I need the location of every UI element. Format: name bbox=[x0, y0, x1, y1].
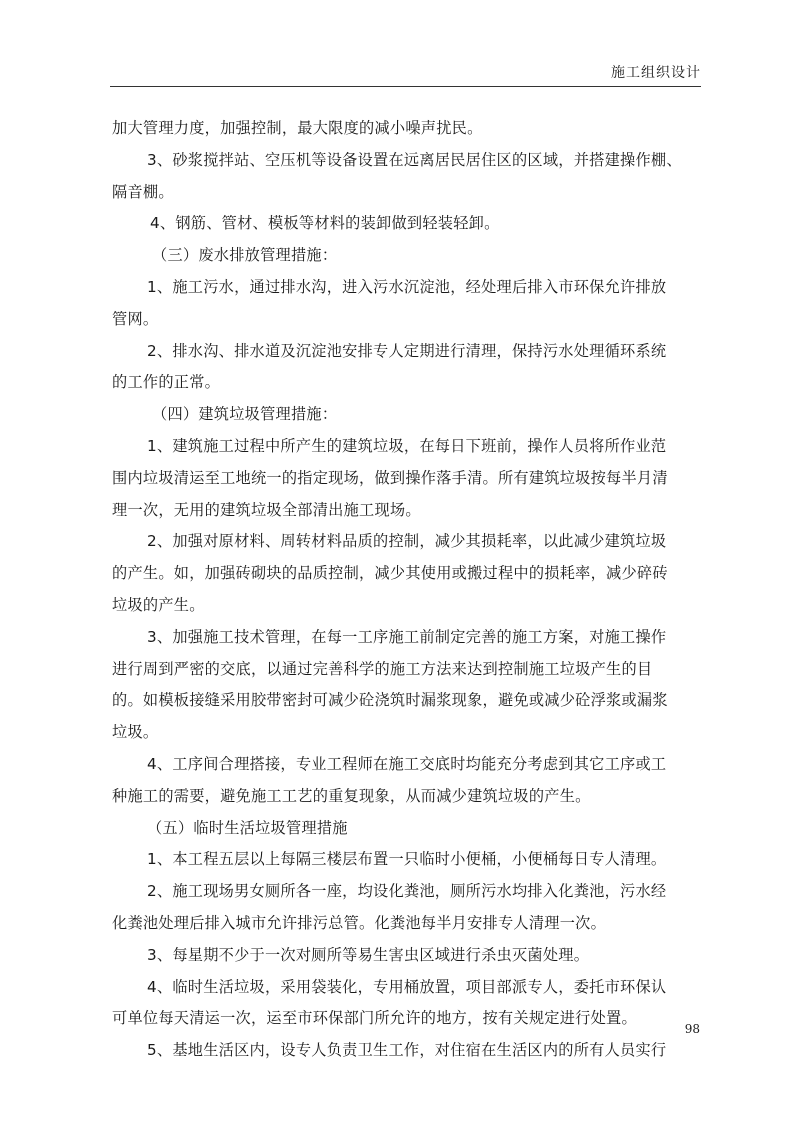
body-line: 3、砂浆搅拌站、空压机等设备设置在远离居民居住区的区域，并搭建操作棚、 bbox=[147, 150, 682, 169]
body-line: 2、施工现场男女厕所各一座，均设化粪池，厕所污水均排入化粪池，污水经 bbox=[147, 882, 667, 901]
body-line: 的。如模板接缝采用胶带密封可减少砼浇筑时漏浆现象，避免或减少砼浮浆或漏浆 bbox=[112, 691, 668, 710]
body-line: 隔音棚。 bbox=[112, 182, 174, 201]
body-line: 的产生。如，加强砖砌块的品质控制，减少其使用或搬过程中的损耗率，减少碎砖 bbox=[112, 564, 668, 583]
body-line: 4、临时生活垃圾，采用袋装化，专用桶放置，项目部派专人，委托市环保认 bbox=[147, 977, 667, 996]
body-line: 可单位每天清运一次，运至市环保部门所允许的地方，按有关规定进行处置。 bbox=[112, 1009, 637, 1028]
body-line: 垃圾的产生。 bbox=[112, 595, 205, 614]
body-line: 4、钢筋、管材、模板等材料的装卸做到轻装轻卸。 bbox=[150, 214, 500, 233]
page-header bbox=[110, 58, 701, 87]
document-body bbox=[112, 113, 712, 1067]
body-line: 种施工的需要，避免施工工艺的重复现象，从而减少建筑垃圾的产生。 bbox=[112, 786, 591, 805]
body-line: 1、施工污水，通过排水沟，进入污水沉淀池，经处理后排入市环保允许排放 bbox=[147, 277, 667, 296]
section-heading: （五）临时生活垃圾管理措施 bbox=[147, 818, 348, 837]
body-line: 5、基地生活区内，设专人负责卫生工作，对住宿在生活区内的所有人员实行 bbox=[147, 1041, 667, 1060]
body-line: 2、加强对原材料、周转材料品质的控制，减少其损耗率，以此减少建筑垃圾 bbox=[147, 532, 667, 551]
body-line: 的工作的正常。 bbox=[112, 373, 221, 392]
body-line: 3、每星期不少于一次对厕所等易生害虫区域进行杀虫灭菌处理。 bbox=[147, 945, 590, 964]
body-line: 进行周到严密的交底，以通过完善科学的施工方法来达到控制施工垃圾产生的目 bbox=[112, 659, 653, 678]
body-line: 1、建筑施工过程中所产生的建筑垃圾，在每日下班前，操作人员将所作业范 bbox=[147, 436, 667, 455]
body-line: 1、本工程五层以上每隔三楼层布置一只临时小便桶，小便桶每日专人清理。 bbox=[147, 850, 667, 869]
body-line: 理一次，无用的建筑垃圾全部清出施工现场。 bbox=[112, 500, 421, 519]
header-title: 施工组织设计 bbox=[611, 65, 701, 81]
body-line: 化粪池处理后排入城市允许排污总管。化粪池每半月安排专人清理一次。 bbox=[112, 913, 606, 932]
body-line: 垃圾。 bbox=[112, 723, 159, 742]
section-heading: （三）废水排放管理措施： bbox=[152, 246, 338, 265]
section-heading: （四）建筑垃圾管理措施： bbox=[152, 405, 338, 424]
body-line: 2、排水沟、排水道及沉淀池安排专人定期进行清理，保持污水处理循环系统 bbox=[147, 341, 667, 360]
body-line: 管网。 bbox=[112, 309, 159, 328]
body-line: 4、工序间合理搭接，专业工程师在施工交底时均能充分考虑到其它工序或工 bbox=[147, 754, 667, 773]
body-line: 围内垃圾清运至工地统一的指定现场，做到操作落手清。所有建筑垃圾按每半月清 bbox=[112, 468, 668, 487]
page-number: 98 bbox=[684, 1022, 700, 1036]
body-line: 3、加强施工技术管理，在每一工序施工前制定完善的施工方案，对施工操作 bbox=[147, 627, 667, 646]
body-line: 加大管理力度，加强控制，最大限度的减小噪声扰民。 bbox=[112, 119, 483, 137]
